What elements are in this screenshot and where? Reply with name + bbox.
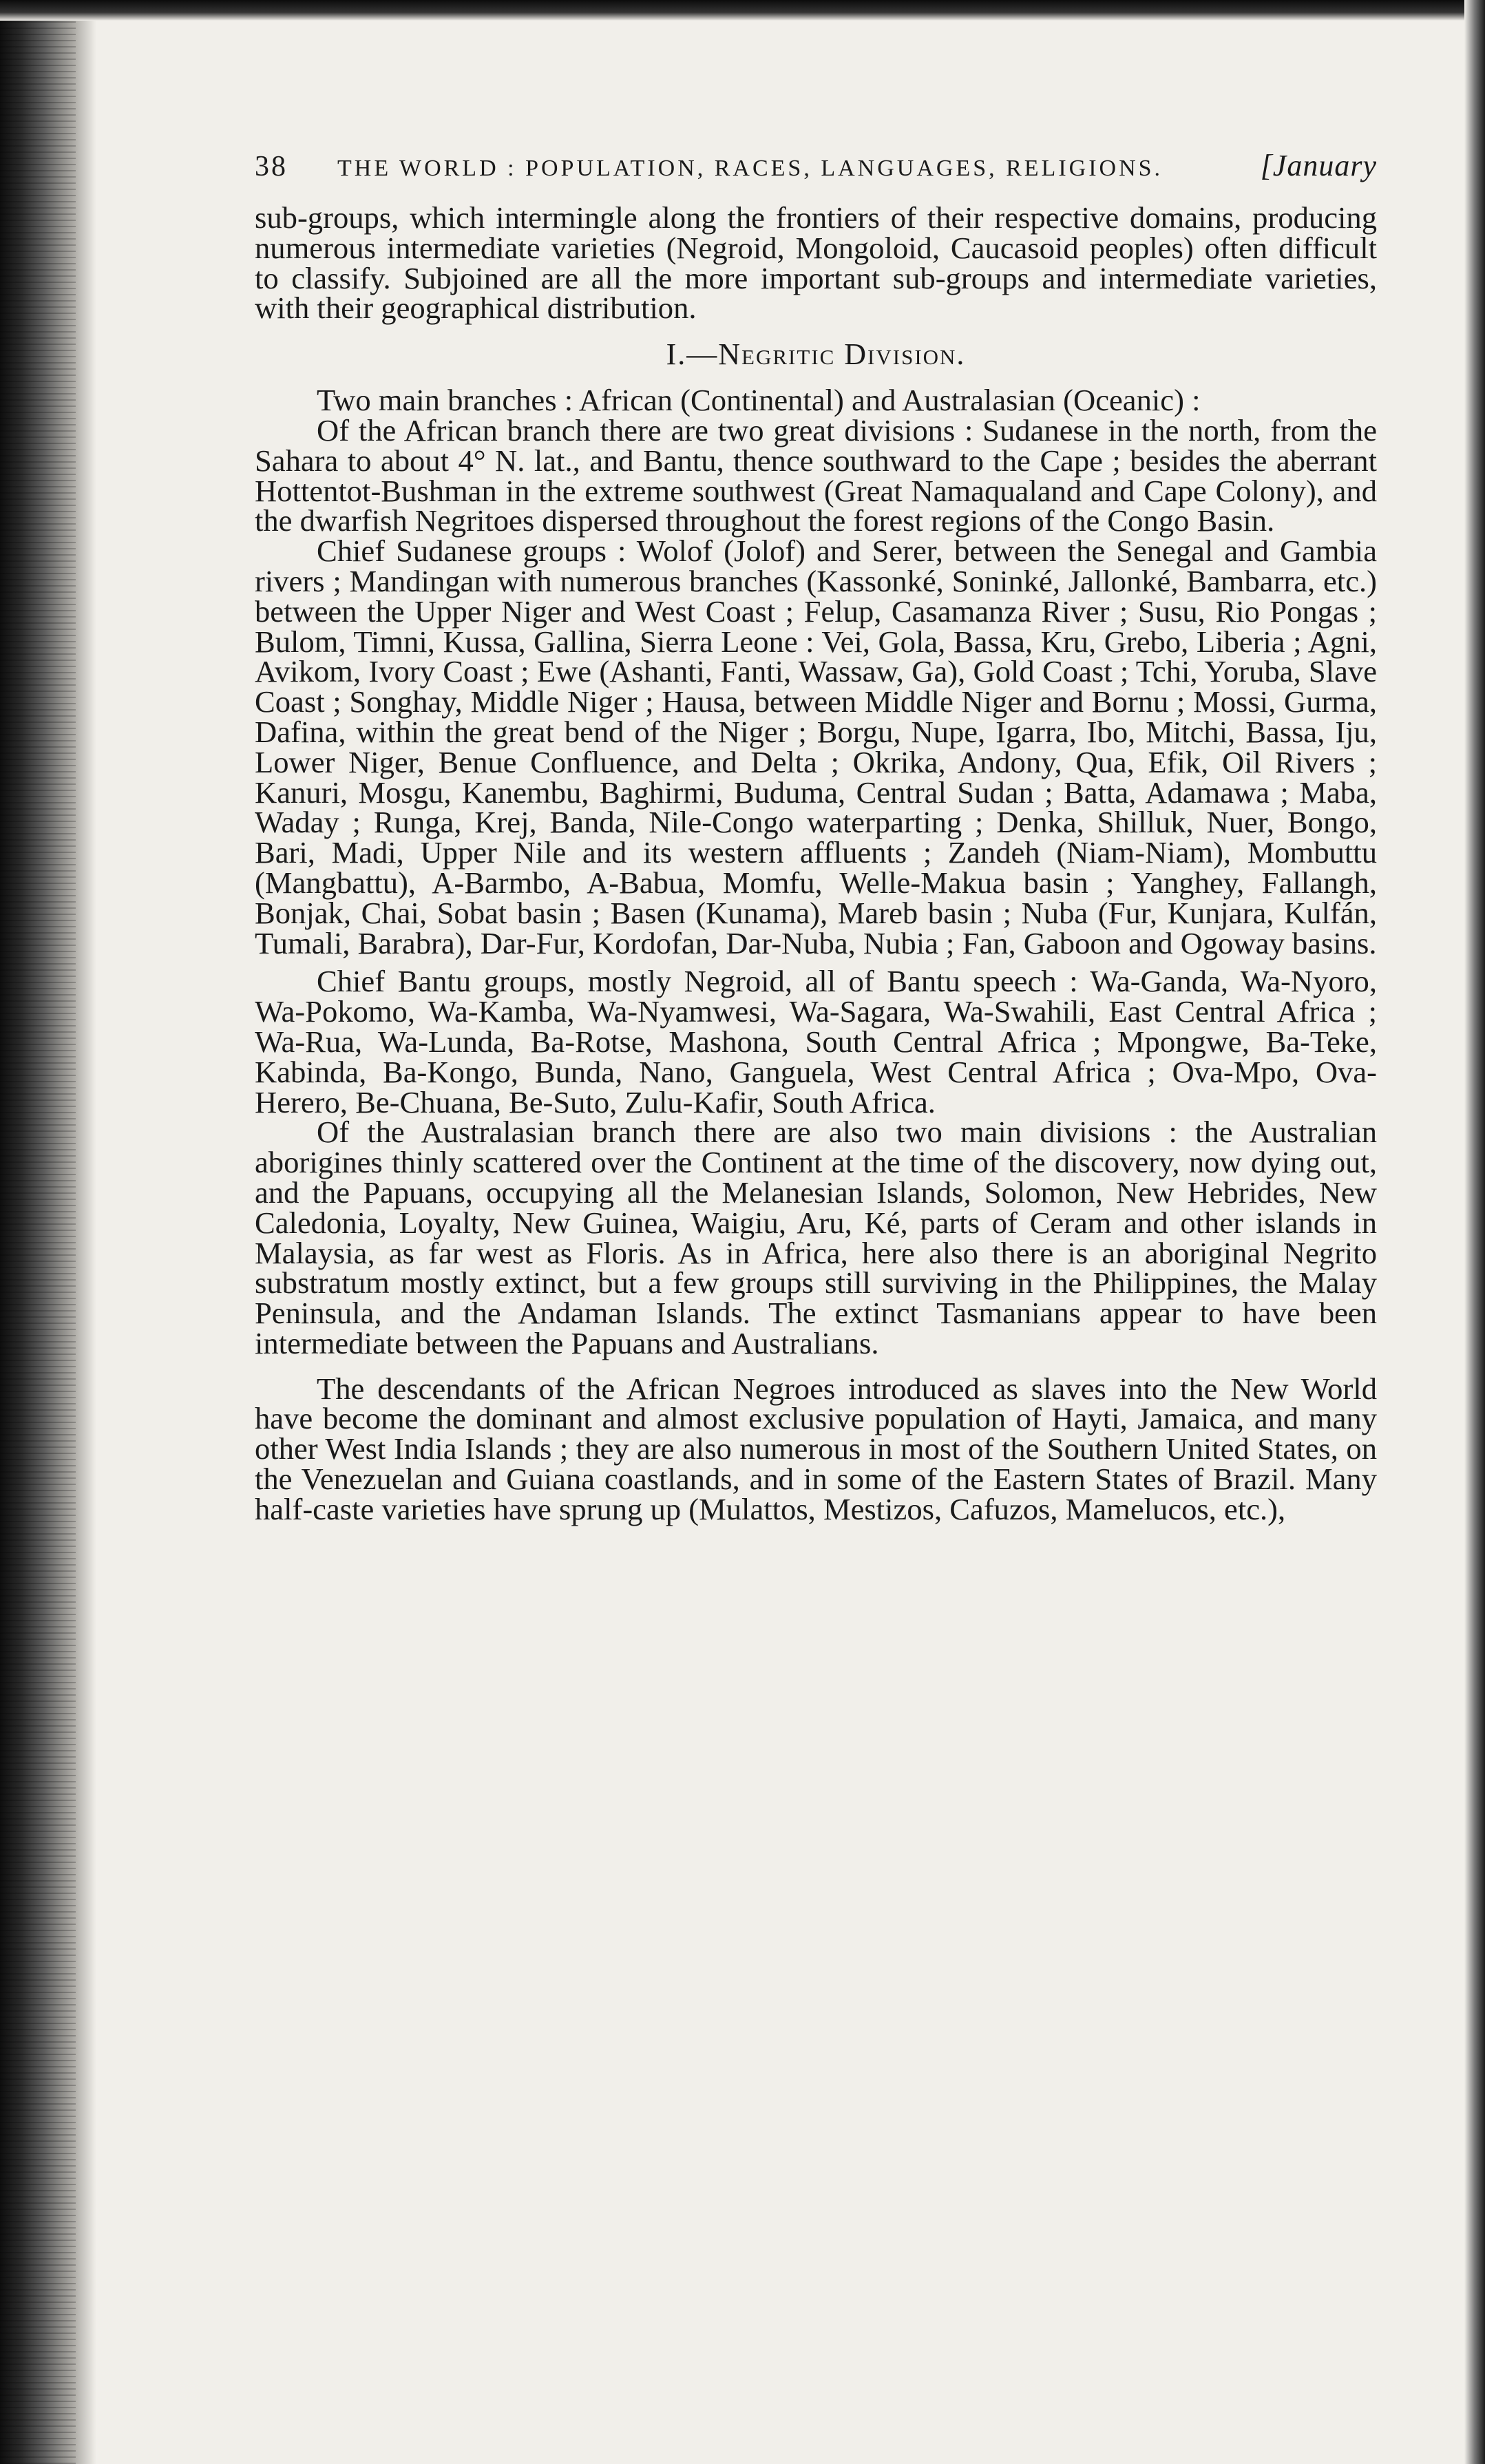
paragraph-continuation: sub-groups, which intermingle along the frontiers of their respective domains, producing numerous intermediate varieties (Negroid, Mongoloid, Caucasoid peoples) often difficult to classify. Subjoined are all the more important sub-groups and intermediate varieties, with their geographical distribution. (255, 200, 1377, 326)
running-month: [January (1260, 149, 1377, 182)
running-title: THE WORLD : POPULATION, RACES, LANGUAGES, RELIGIONS. (337, 156, 1163, 181)
paragraph-african-branch: Of the African branch there are two great divisions : Sudanese in the north, from the Sahara to about 4° N. lat., and Bantu, thence southward to the Cape ; besides the aberrant Hottentot-Bushman in the extreme southwest (Great Namaqualand and Cape Colony), and the dwarfish Negritoes dispersed throughout the forest regions of the Congo Basin. (255, 412, 1377, 538)
scan-right-edge (1464, 0, 1485, 2464)
scan-top-edge (0, 0, 1485, 21)
section-heading: I.—Negritic Division. (666, 337, 966, 372)
running-header (255, 148, 1377, 203)
paragraph-sudanese-groups: Chief Sudanese groups : Wolof (Jolof) and Serer, between the Senegal and Gambia rivers ; Mandingan with numerous branches (Kassonké, Soninké, Jallonké, Bambarra, etc.) between the Upper Niger and West Coast ; Felup, Casamanza River ; Susu, Rio Pongas ; Bulom, Timni, Kussa, Gallina, Sierra Leone : Vei, Gola, Bassa, Kru, Grebo, Liberia ; Agni, Avikom, Ivory Coast ; Ewe (Ashanti, Fanti, Wassaw, Ga), Gold Coast ; Tchi, Yoruba, Slave Coast ; Songhay, Middle Niger ; Hausa, between Middle Niger and Bornu ; Mossi, Gurma, Dafina, within the great bend of the Niger ; Borgu, Nupe, Igarra, Ibo, Mitchi, Bassa, Iju, Lower Niger, Benue Confluence, and Delta ; Okrika, Andony, Qua, Efik, Oil Rivers ; Kanuri, Mosgu, Kanembu, Baghirmi, Buduma, Central Sudan ; Batta, Adamawa ; Maba, Waday ; Runga, Krej, Banda, Nile-Congo waterparting ; Denka, Shilluk, Nuer, Bongo, Bari, Madi, Upper Nile and its western affluents ; Zandeh (Niam-Niam), Mombuttu (Mangbattu), A-Barmbo, A-Babua, Momfu, Welle-Makua basin ; Yanghey, Fallangh, Bonjak, Chai, Sobat basin ; Basen (Kunama), Mareb basin ; Nuba (Fur, Kunjara, Kulfán, Tumali, Barabra), Dar-Fur, Kordofan, Dar-Nuba, Nubia ; Fan, Gaboon and Ogoway basins. (255, 534, 1377, 960)
book-spine-texture (0, 0, 76, 2464)
body-text (255, 200, 1377, 1526)
page-number: 38 (255, 151, 288, 182)
paragraph-bantu-groups: Chief Bantu groups, mostly Negroid, all of Bantu speech : Wa-Ganda, Wa-Nyoro, Wa-Pokomo, Wa-Kamba, Wa-Nyamwesi, Wa-Sagara, Wa-Swahili, East Central Africa ; Wa-Rua, Wa-Lunda, Ba-Rotse, Mashona, South Central Africa ; Mpongwe, Ba-Teke, Kabinda, Ba-Kongo, Bunda, Nano, Ganguela, West Central Africa ; Ova-Mpo, Ova-Herero, Be-Chuana, Be-Suto, Zulu-Kafir, South Africa. (255, 964, 1377, 1119)
paragraph-new-world: The descendants of the African Negroes introduced as slaves into the New World have become the dominant and almost exclusive population of Hayti, Jamaica, and many other West India Islands ; they are also numerous in most of the Southern United States, on the Venezuelan and Guiana coastlands, and in some of the Eastern States of Brazil. Many half-caste varieties have sprung up (Mulattos, Mestizos, Cafuzos, Mamelucos, etc.), (255, 1371, 1377, 1526)
paragraph-branches: Two main branches : African (Continental) and Australasian (Oceanic) : (317, 383, 1201, 418)
book-page (255, 148, 1377, 2441)
paragraph-australasian-branch: Of the Australasian branch there are also two main divisions : the Australian aborigines thinly scattered over the Continent at the time of the discovery, now dying out, and the Papuans, occupying all the Melanesian Islands, Solomon, New Hebrides, New Caledonia, Loyalty, New Guinea, Waigiu, Aru, Ké, parts of Ceram and other islands in Malaysia, as far west as Floris. As in Africa, here also there is an aboriginal Negrito substratum mostly extinct, but a few groups still surviving in the Philippines, the Malay Peninsula, and the Andaman Islands. The extinct Tasmanians appear to have been intermediate between the Papuans and Australians. (255, 1115, 1377, 1360)
